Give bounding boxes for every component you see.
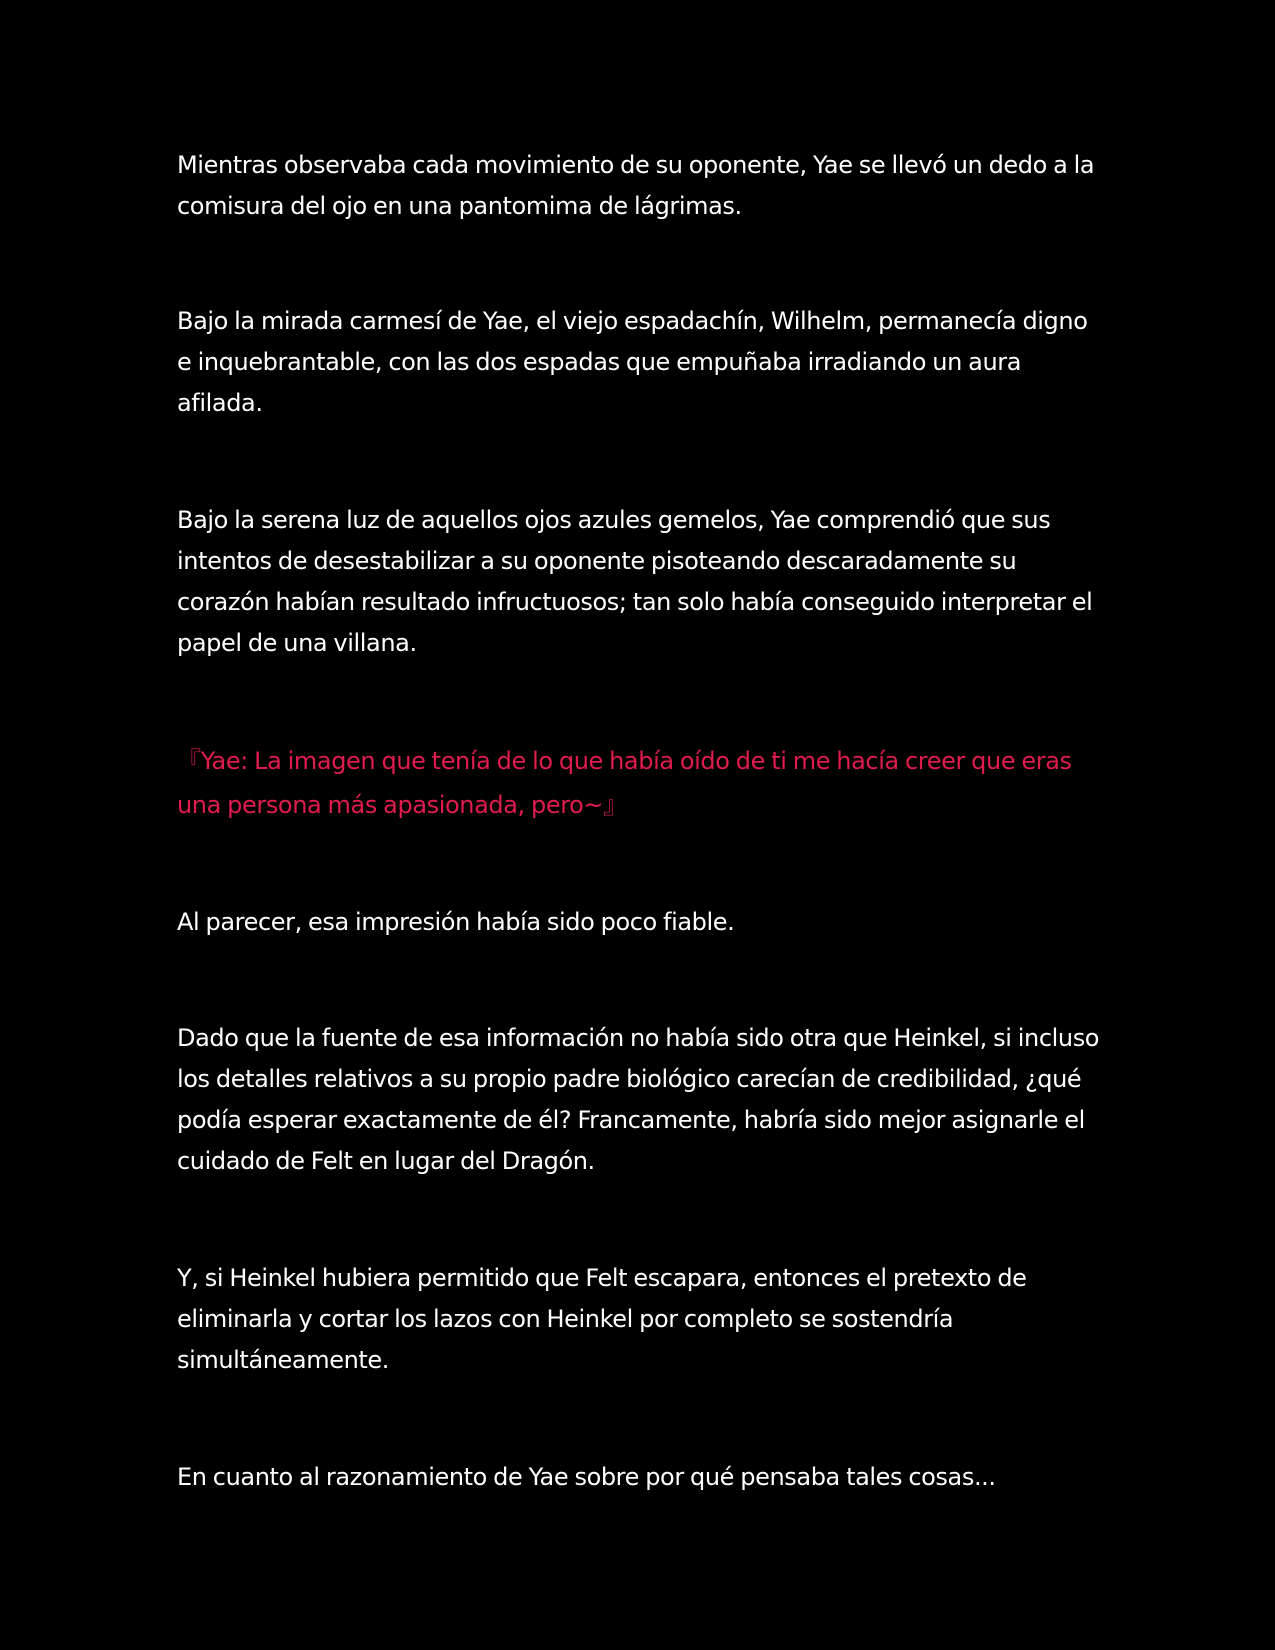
paragraph-narration: Bajo la mirada carmesí de Yae, el viejo espadachín, Wilhelm, permanecía digno e inquebrantable, con las dos espadas que empuñaba irradiando un aura afilada. (177, 307, 1088, 417)
paragraph-narration: Mientras observaba cada movimiento de su oponente, Yae se llevó un dedo a la comisura del ojo en una pantomima de lágrimas. (177, 151, 1095, 220)
paragraph-narration: Y, si Heinkel hubiera permitido que Felt escapara, entonces el pretexto de eliminarla y cortar los lazos con Heinkel por completo se sostendría simultáneamente. (177, 1264, 1027, 1374)
paragraph-narration: En cuanto al razonamiento de Yae sobre por qué pensaba tales cosas... (177, 1463, 996, 1491)
paragraph-narration: Bajo la serena luz de aquellos ojos azules gemelos, Yae comprendió que sus intentos de desestabilizar a su oponente pisoteando descaradamente su corazón habían resultado infructuosos; tan solo había conseguido interpretar el papel de una villana. (177, 506, 1093, 657)
paragraph-narration: Dado que la fuente de esa información no había sido otra que Heinkel, si incluso los detalles relativos a su propio padre biológico carecían de credibilidad, ¿qué podía esperar exactamente de él? Francamente, habría sido mejor asignarle el cuidado de Felt en lugar del Dragón. (177, 1024, 1100, 1175)
paragraph-dialogue: 『Yae: La imagen que tenía de lo que había oído de ti me hacía creer que eras una persona más apasionada, pero~』 (177, 747, 1072, 819)
paragraph-narration: Al parecer, esa impresión había sido poco fiable. (177, 908, 735, 936)
